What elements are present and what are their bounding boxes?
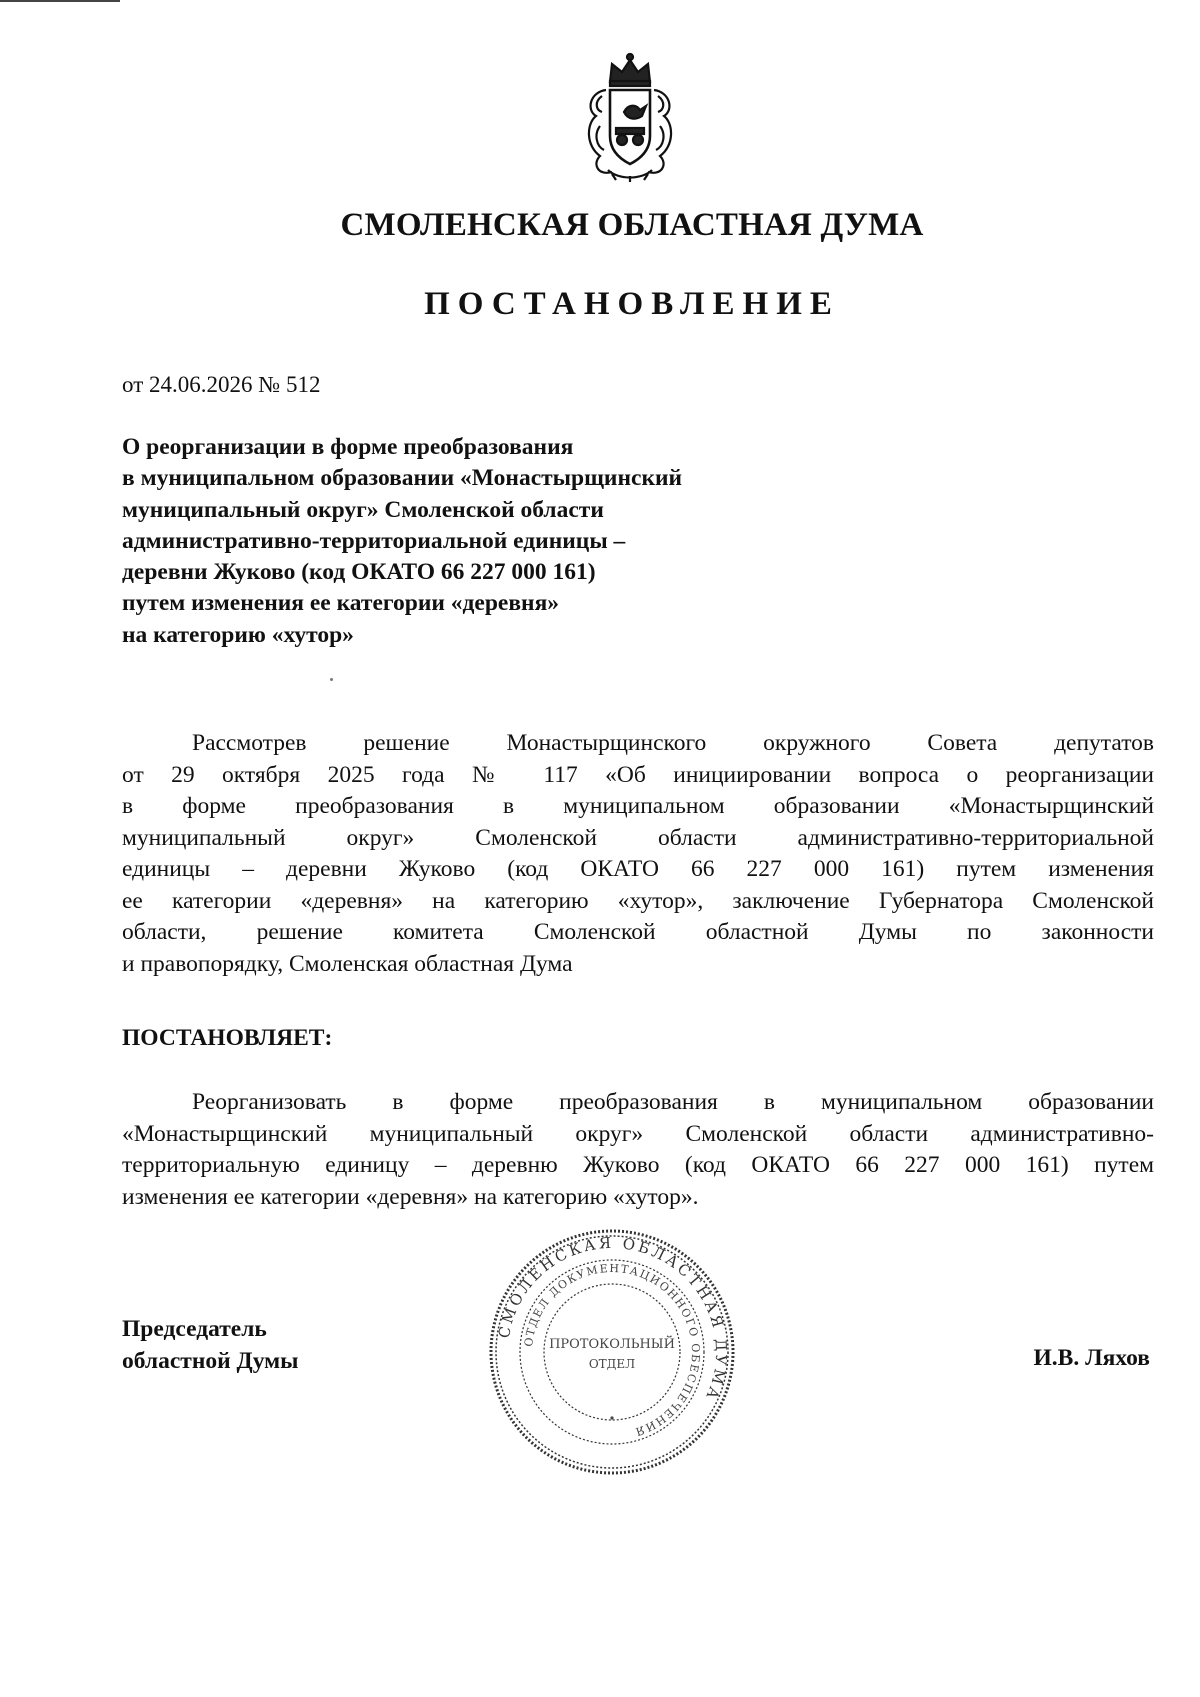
- paragraph-line: муниципальный округ» Смоленской области административно-территориальной: [122, 824, 1154, 851]
- preamble-paragraph: [122, 728, 1154, 980]
- paragraph-line: и правопорядку, Смоленская областная Дума: [122, 950, 573, 977]
- subject-line: административно-территориальной единицы –: [122, 527, 626, 554]
- subject-line: на категорию «хутор»: [122, 621, 354, 648]
- resolution-paragraph: [122, 1087, 1154, 1213]
- seal-inner-text: ОТДЕЛ ДОКУМЕНТАЦИОННОГО ОБЕСПЕЧЕНИЯ: [522, 1261, 703, 1439]
- signer-position: [122, 1313, 299, 1377]
- subject-line: путем изменения ее категории «деревня»: [122, 590, 560, 617]
- document-date-number: от 24.06.2026 № 512: [122, 372, 321, 397]
- paragraph-line: Реорганизовать в форме преобразования в муниципальном образовании: [192, 1089, 1154, 1115]
- subject-line: деревни Жуково (код ОКАТО 66 227 000 161): [122, 559, 596, 586]
- paragraph-line: в форме преобразования в муниципальном образовании «Монастырщинский: [122, 793, 1154, 819]
- signer-position-line: Председатель: [122, 1316, 267, 1342]
- paragraph-line: области, решение комитета Смоленской областной Думы по законности: [122, 919, 1154, 945]
- signer-position-line: областной Думы: [122, 1348, 299, 1374]
- scan-edge-line: [0, 0, 120, 2]
- signer-name: И.В. Ляхов: [1033, 1345, 1150, 1371]
- document-subject: [122, 432, 682, 651]
- paragraph-line: территориальную единицу – деревню Жуково (код ОКАТО 66 227 000 161) путем: [122, 1152, 1154, 1178]
- seal-outer-text: СМОЛЕНСКАЯ ОБЛАСТНАЯ ДУМА: [494, 1233, 731, 1405]
- paragraph-line: «Монастырщинский муниципальный округ» Смоленской области административно-: [122, 1120, 1154, 1147]
- seal-center-line1: ПРОТОКОЛЬНЫЙ: [549, 1337, 675, 1352]
- subject-line: О реорганизации в форме преобразования: [122, 434, 574, 460]
- seal-center-line2: ОТДЕЛ: [588, 1357, 636, 1371]
- decree-word: ПОСТАНОВЛЯЕТ:: [122, 1025, 333, 1051]
- document-type-heading: ПОСТАНОВЛЕНИЕ: [424, 286, 840, 322]
- paragraph-line: ее категории «деревня» на категорию «хутор», заключение Губернатора Смоленской: [122, 887, 1154, 914]
- scan-speck: [330, 678, 333, 681]
- coat-of-arms-icon: [572, 52, 688, 182]
- subject-line: муниципальный округ» Смоленской области: [122, 496, 604, 523]
- paragraph-line: от 29 октября 2025 года № 117 «Об инициировании вопроса о реорганизации: [122, 761, 1154, 788]
- paragraph-line: Рассмотрев решение Монастырщинского окружного Совета депутатов: [192, 730, 1154, 756]
- official-seal-stamp: [488, 1228, 736, 1476]
- organization-title: СМОЛЕНСКАЯ ОБЛАСТНАЯ ДУМА: [340, 207, 924, 243]
- subject-line: в муниципальном образовании «Монастырщинский: [122, 465, 683, 492]
- paragraph-line: единицы – деревни Жуково (код ОКАТО 66 227 000 161) путем изменения: [122, 856, 1154, 882]
- paragraph-line: изменения ее категории «деревня» на категорию «хутор».: [122, 1183, 699, 1210]
